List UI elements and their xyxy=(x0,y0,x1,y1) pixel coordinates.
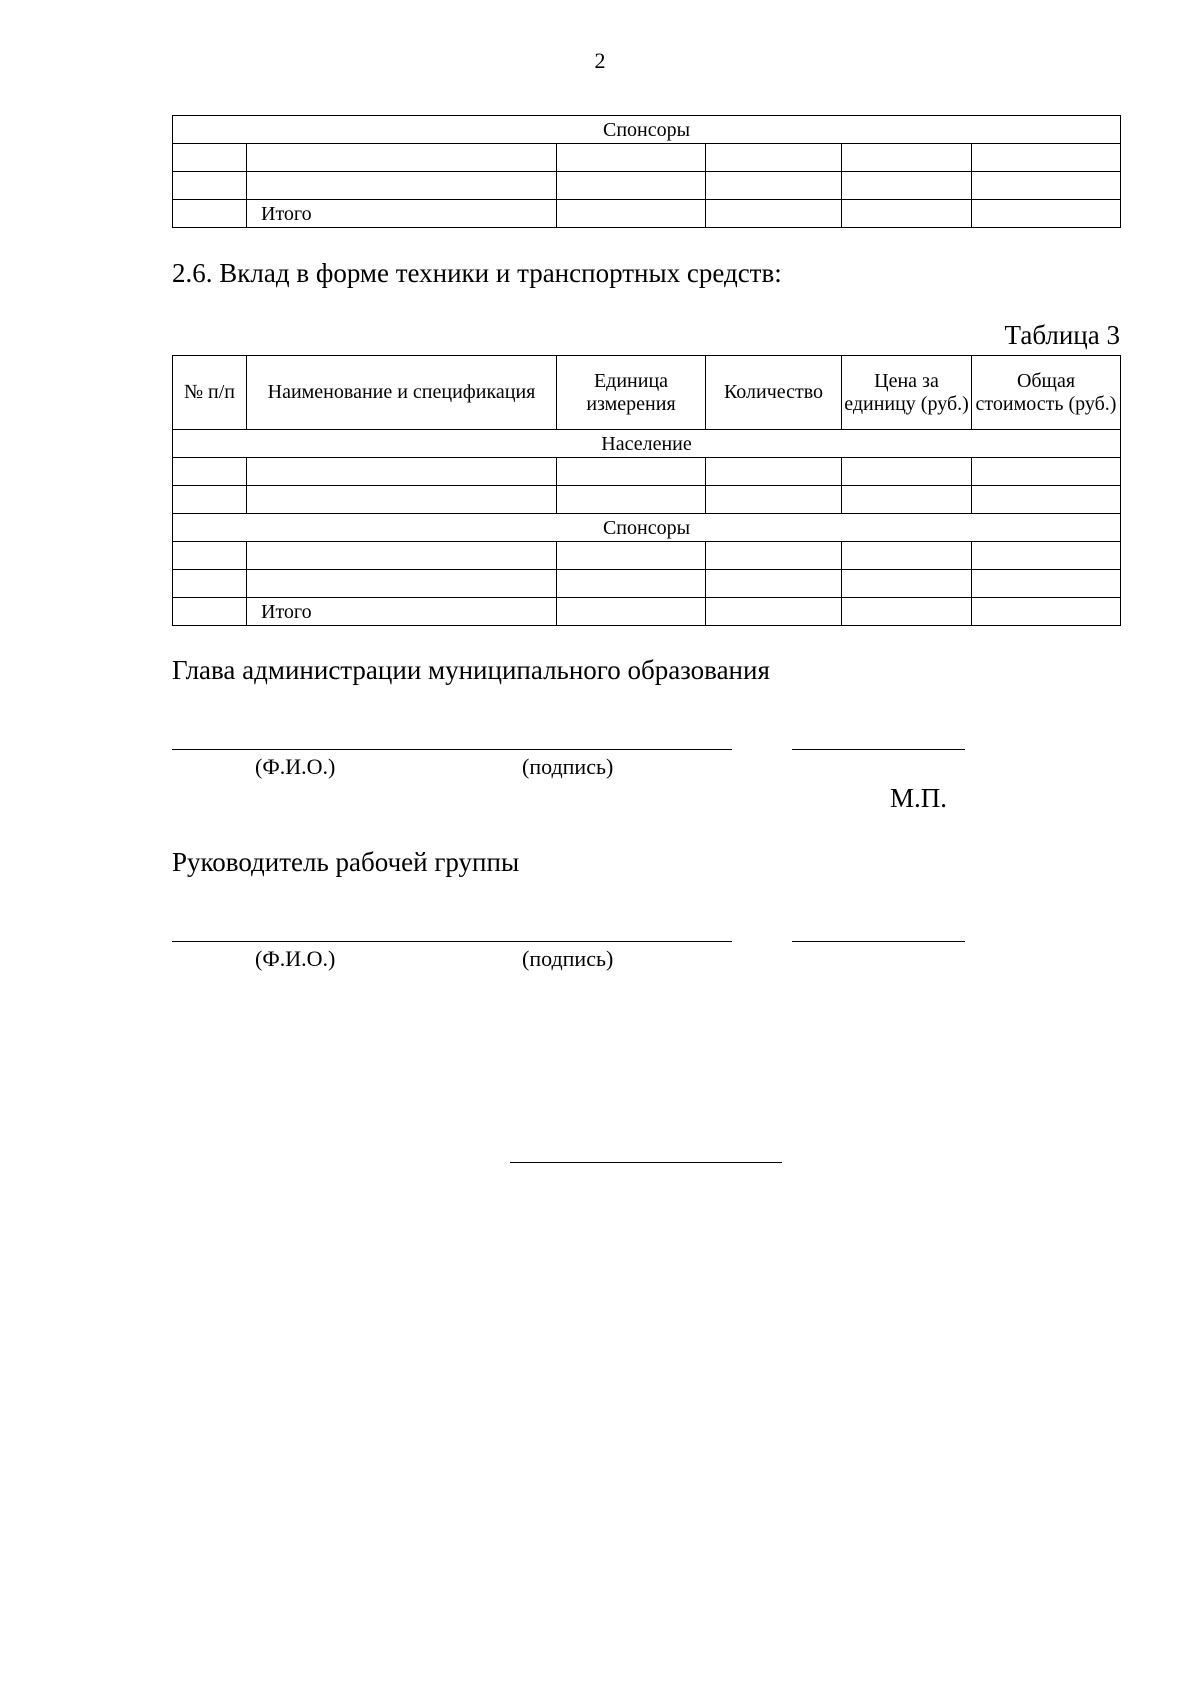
signature-line-short xyxy=(792,941,965,942)
table-total-row xyxy=(173,598,1121,626)
header-unit-price: Цена за единицу (руб.) xyxy=(842,356,972,430)
end-of-document-rule xyxy=(510,1162,782,1163)
head-of-administration-title: Глава администрации муниципального образования xyxy=(172,655,770,685)
signature-line xyxy=(172,941,732,942)
working-group-leader-title: Руководитель рабочей группы xyxy=(172,847,520,877)
sponsors-table-continuation xyxy=(172,115,1121,228)
total-label: Итого xyxy=(247,598,557,626)
table-row xyxy=(173,172,1121,200)
table-header-row xyxy=(173,356,1121,430)
table-total-row xyxy=(173,200,1121,228)
table-section-row xyxy=(173,430,1121,458)
fio-caption: (Ф.И.О.) xyxy=(255,754,336,779)
table-section-row xyxy=(173,116,1121,144)
signature-caption: (подпись) xyxy=(522,946,614,971)
header-unit: Единица измерения xyxy=(557,356,706,430)
section-title: 2.6. Вклад в форме техники и транспортных средств: xyxy=(172,258,782,288)
table-row xyxy=(173,570,1121,598)
table-row xyxy=(173,486,1121,514)
table-row xyxy=(173,458,1121,486)
section-population-label: Население xyxy=(173,430,1121,458)
table-section-row xyxy=(173,514,1121,542)
signature-caption: (подпись) xyxy=(522,754,614,779)
signature-line xyxy=(172,749,732,750)
table-caption: Таблица 3 xyxy=(1004,320,1120,350)
header-total-cost: Общая стоимость (руб.) xyxy=(972,356,1121,430)
table-row xyxy=(173,144,1121,172)
section-sponsors-label: Спонсоры xyxy=(173,514,1121,542)
equipment-contribution-table xyxy=(172,355,1121,626)
page-number: 2 xyxy=(594,48,606,73)
header-name-spec: Наименование и спецификация xyxy=(247,356,557,430)
section-sponsors-label: Спонсоры xyxy=(173,116,1121,144)
header-number: № п/п xyxy=(173,356,247,430)
stamp-place-label: М.П. xyxy=(890,783,948,813)
total-label: Итого xyxy=(247,200,557,228)
table-row xyxy=(173,542,1121,570)
fio-caption: (Ф.И.О.) xyxy=(255,946,336,971)
header-quantity: Количество xyxy=(706,356,842,430)
signature-line-short xyxy=(792,749,965,750)
